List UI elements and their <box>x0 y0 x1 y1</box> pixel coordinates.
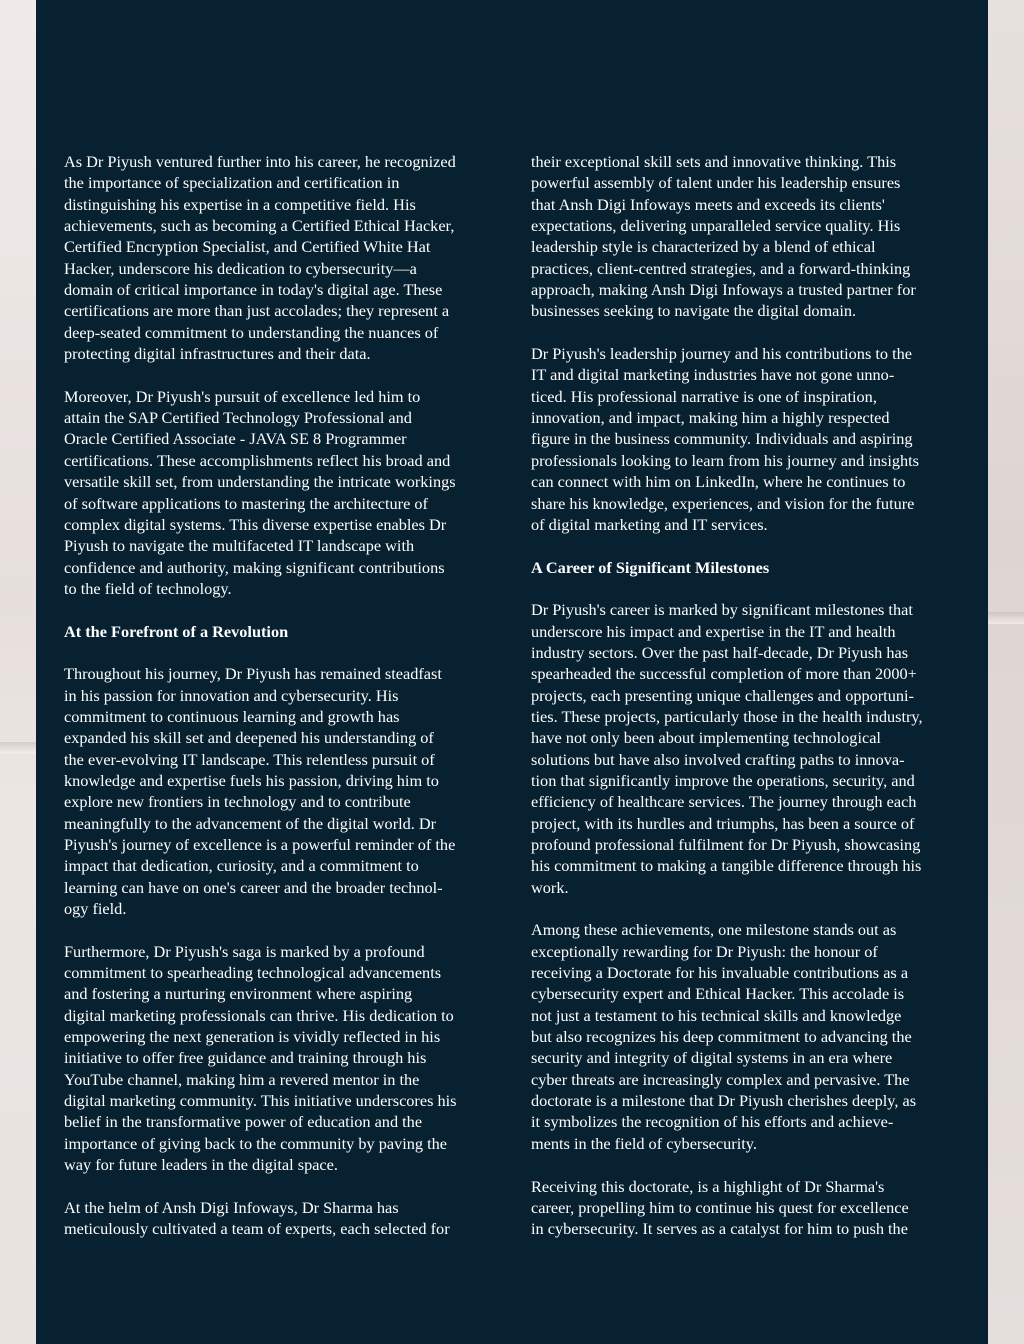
paragraph: At the helm of Ansh Digi Infoways, Dr Sharma has meticulously cultivated a team of experts, each selected for <box>64 1197 450 1239</box>
paragraph: Throughout his journey, Dr Piyush has remained steadfast in his passion for innovation and cybersecurity. His commitment to continuous learning and growth has expanded his skill set and deepened his understanding of the ever-evolving IT landscape. This relentless pursuit of knowledge and expertise fuels his passion, driving him to explore new frontiers in technology and to contribute meaningfully to the advancement of the digital world. Dr Piyush's journey of excellence is a powerful reminder of the impact that dedication, curiosity, and a commitment to learning can have on one's career and the broader technol- ogy field. <box>64 664 456 919</box>
paragraph: Dr Piyush's leadership journey and his contributions to the IT and digital marketing industries have not gone unno- ticed. His professional narrative is one of inspiration, innovation, and impact, making him a highly respected figure in the business community. Individuals and aspiring professionals looking to learn from his journey and insights can connect with him on LinkedIn, where he continues to share his knowledge, experiences, and vision for the future of digital marketing and IT services. <box>531 344 919 534</box>
section-heading: At the Forefront of a Revolution <box>64 621 289 641</box>
paragraph: Among these achievements, one milestone stands out as exceptionally rewarding for Dr Piyush: the honour of receiving a Doctorate for his invaluable contributions as a cybersecurity expert and Ethical Hacker. This accolade is not just a testament to his technical skills and knowledge but also recognizes his deep commitment to advancing the security and integrity of digital systems in an era where cyber threats are increasingly complex and pervasive. The doctorate is a milestone that Dr Piyush cherishes deeply, as it symbolizes the recognition of his efforts and achieve- ments in the field of cybersecurity. <box>531 920 917 1153</box>
wall-ledge-left <box>0 742 36 754</box>
wall-ledge-right <box>988 612 1024 624</box>
magazine-page <box>36 0 988 1344</box>
section-heading: A Career of Significant Milestones <box>531 557 770 577</box>
paragraph: Dr Piyush's career is marked by significant milestones that underscore his impact and expertise in the IT and health industry sectors. Over the past half-decade, Dr Piyush has spearheaded the successful completion of more than 2000+ projects, each presenting unique challenges and opportuni- ties. These projects, particularly those in the health industry, have not only been about implementing technological solutions but have also involved crafting paths to innova- tion that significantly improve the operations, security, and efficiency of healthcare services. The journey through each project, with its hurdles and triumphs, has been a source of profound professional fulfilment for Dr Piyush, showcasing his commitment to making a tangible difference through his work. <box>531 600 923 897</box>
background-wall-right <box>988 0 1024 1344</box>
background-wall-left <box>0 0 36 1344</box>
left-column <box>64 151 498 1261</box>
paragraph: As Dr Piyush ventured further into his career, he recognized the importance of specialization and certification in distinguishing his expertise in a competitive field. His achievements, such as becoming a Certified Ethical Hacker, Certified Encryption Specialist, and Certified White Hat Hacker, underscore his dedication to cybersecurity—a domain of critical importance in today's digital age. These certifications are more than just accolades; they represent a deep-seated commitment to understanding the nuances of protecting digital infrastructures and their data. <box>64 152 456 364</box>
paragraph: Moreover, Dr Piyush's pursuit of excellence led him to attain the SAP Certified Technology Professional and Oracle Certified Associate - JAVA SE 8 Programmer certifications. These accomplishments reflect his broad and versatile skill set, from understanding the intricate workings of software applications to mastering the architecture of complex digital systems. This diverse expertise enables Dr Piyush to navigate the multifaceted IT landscape with confidence and authority, making significant contributions to the field of technology. <box>64 386 456 598</box>
paragraph: Receiving this doctorate, is a highlight of Dr Sharma's career, propelling him to continue his quest for excellence in cybersecurity. It serves as a catalyst for him to push the <box>531 1176 909 1239</box>
right-column <box>531 151 963 1261</box>
paragraph: Furthermore, Dr Piyush's saga is marked by a profound commitment to spearheading technological advancements and fostering a nurturing environment where aspiring digital marketing professionals can thrive. His dedication to empowering the next generation is vividly reflected in his initiative to offer free guidance and training through his YouTube channel, making him a revered mentor in the digital marketing community. This initiative underscores his belief in the transformative power of education and the importance of giving back to the community by paving the way for future leaders in the digital space. <box>64 941 457 1175</box>
paragraph: their exceptional skill sets and innovative thinking. This powerful assembly of talent under his leadership ensures that Ansh Digi Infoways meets and exceeds its clients' expectations, delivering unparalleled service quality. His leadership style is characterized by a blend of ethical practices, client-centred strategies, and a forward-thinking approach, making Ansh Digi Infoways a trusted partner for businesses seeking to navigate the digital domain. <box>531 152 916 321</box>
